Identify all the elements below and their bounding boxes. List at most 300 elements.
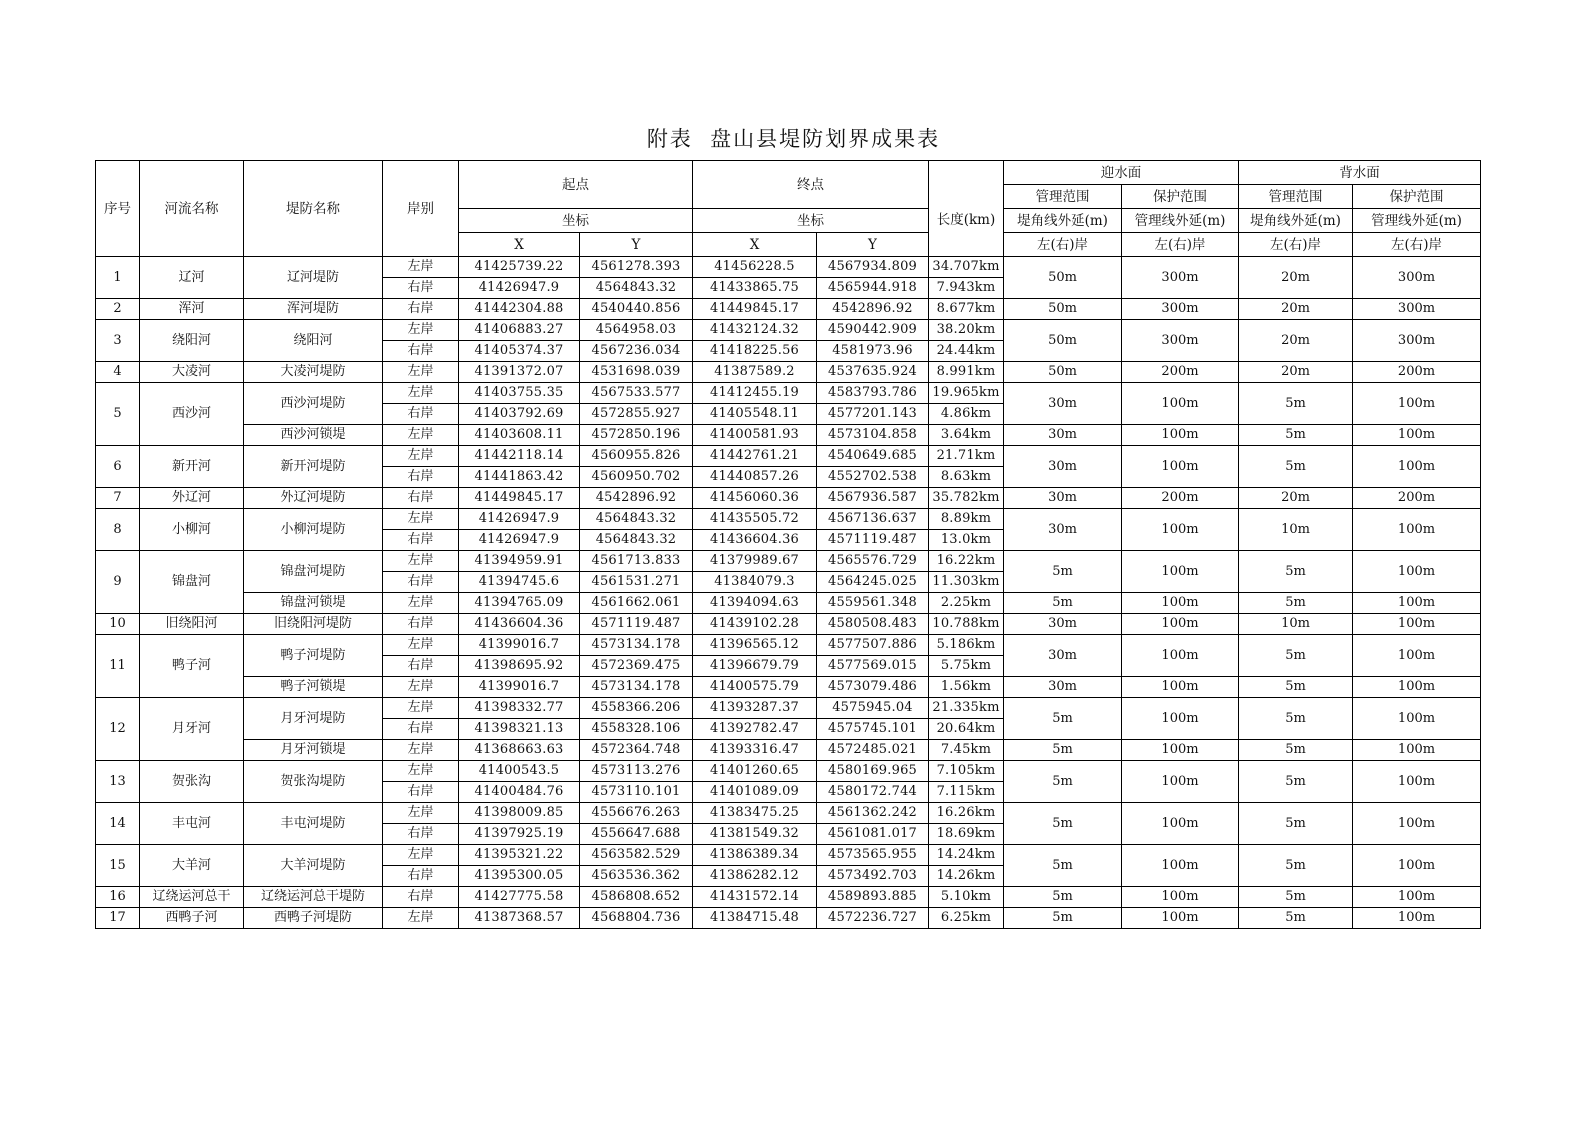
- cell-start-x: 41403755.35: [459, 383, 580, 404]
- cell-seq: 17: [96, 908, 140, 929]
- cell-length: 18.69km: [929, 824, 1004, 845]
- cell-seq: 2: [96, 299, 140, 320]
- header-back-mgmt: 管理范围: [1239, 185, 1353, 209]
- cell-start-x: 41368663.63: [459, 740, 580, 761]
- cell-back-prot: 100m: [1353, 383, 1481, 425]
- cell-length: 8.63km: [929, 467, 1004, 488]
- cell-end-x: 41440857.26: [693, 467, 817, 488]
- cell-length: 3.64km: [929, 425, 1004, 446]
- header-back-prot-bank: 左(右)岸: [1353, 233, 1481, 257]
- cell-end-y: 4567136.637: [817, 509, 929, 530]
- cell-river-name: 绕阳河: [140, 320, 244, 362]
- cell-end-y: 4571119.487: [817, 530, 929, 551]
- cell-upstream-mgmt: 5m: [1004, 887, 1122, 908]
- cell-start-x: 41399016.7: [459, 677, 580, 698]
- cell-dike-name: 鸭子河堤防: [244, 635, 383, 677]
- cell-bank: 右岸: [383, 719, 459, 740]
- cell-end-x: 41384715.48: [693, 908, 817, 929]
- cell-bank: 右岸: [383, 341, 459, 362]
- cell-dike-name: 西沙河锁堤: [244, 425, 383, 446]
- cell-start-x: 41399016.7: [459, 635, 580, 656]
- cell-length: 6.25km: [929, 908, 1004, 929]
- cell-back-mgmt: 20m: [1239, 299, 1353, 320]
- cell-length: 4.86km: [929, 404, 1004, 425]
- cell-back-mgmt: 5m: [1239, 425, 1353, 446]
- cell-dike-name: 鸭子河锁堤: [244, 677, 383, 698]
- cell-upstream-prot: 100m: [1122, 845, 1239, 887]
- cell-back-prot: 300m: [1353, 299, 1481, 320]
- cell-upstream-prot: 100m: [1122, 803, 1239, 845]
- cell-end-x: 41439102.28: [693, 614, 817, 635]
- cell-end-y: 4567936.587: [817, 488, 929, 509]
- cell-start-x: 41403608.11: [459, 425, 580, 446]
- cell-upstream-mgmt: 30m: [1004, 425, 1122, 446]
- cell-start-y: 4572364.748: [580, 740, 693, 761]
- cell-length: 5.75km: [929, 656, 1004, 677]
- cell-upstream-prot: 100m: [1122, 887, 1239, 908]
- header-start: 起点: [459, 161, 693, 209]
- cell-seq: 12: [96, 698, 140, 761]
- cell-end-x: 41401089.09: [693, 782, 817, 803]
- cell-end-x: 41456060.36: [693, 488, 817, 509]
- cell-upstream-mgmt: 30m: [1004, 509, 1122, 551]
- cell-start-x: 41394765.09: [459, 593, 580, 614]
- cell-bank: 右岸: [383, 656, 459, 677]
- cell-upstream-mgmt: 5m: [1004, 593, 1122, 614]
- cell-end-y: 4573492.703: [817, 866, 929, 887]
- cell-start-y: 4568804.736: [580, 908, 693, 929]
- cell-back-prot: 100m: [1353, 803, 1481, 845]
- cell-length: 14.26km: [929, 866, 1004, 887]
- cell-start-y: 4540440.856: [580, 299, 693, 320]
- cell-length: 21.71km: [929, 446, 1004, 467]
- cell-river-name: 辽绕运河总干: [140, 887, 244, 908]
- cell-length: 14.24km: [929, 845, 1004, 866]
- cell-bank: 左岸: [383, 446, 459, 467]
- cell-river-name: 浑河: [140, 299, 244, 320]
- cell-back-mgmt: 5m: [1239, 383, 1353, 425]
- cell-start-x: 41398332.77: [459, 698, 580, 719]
- cell-start-x: 41426947.9: [459, 530, 580, 551]
- cell-bank: 左岸: [383, 425, 459, 446]
- cell-back-prot: 100m: [1353, 908, 1481, 929]
- cell-upstream-mgmt: 30m: [1004, 446, 1122, 488]
- cell-back-prot: 100m: [1353, 845, 1481, 887]
- cell-back-prot: 100m: [1353, 677, 1481, 698]
- cell-start-x: 41391372.07: [459, 362, 580, 383]
- cell-back-mgmt: 10m: [1239, 509, 1353, 551]
- table-row: [96, 803, 1481, 824]
- cell-start-x: 41426947.9: [459, 278, 580, 299]
- cell-river-name: 锦盘河: [140, 551, 244, 614]
- cell-start-x: 41426947.9: [459, 509, 580, 530]
- header-length-top: [929, 161, 1004, 185]
- cell-end-x: 41433865.75: [693, 278, 817, 299]
- cell-upstream-prot: 100m: [1122, 698, 1239, 740]
- cell-end-y: 4565576.729: [817, 551, 929, 572]
- cell-bank: 左岸: [383, 257, 459, 278]
- cell-back-mgmt: 5m: [1239, 551, 1353, 593]
- cell-back-prot: 100m: [1353, 593, 1481, 614]
- cell-upstream-prot: 100m: [1122, 740, 1239, 761]
- cell-back-mgmt: 20m: [1239, 320, 1353, 362]
- cell-start-y: 4564843.32: [580, 509, 693, 530]
- cell-dike-name: 小柳河堤防: [244, 509, 383, 551]
- cell-back-mgmt: 5m: [1239, 446, 1353, 488]
- cell-bank: 左岸: [383, 362, 459, 383]
- cell-back-mgmt: 5m: [1239, 677, 1353, 698]
- cell-start-x: 41406883.27: [459, 320, 580, 341]
- cell-start-x: 41442118.14: [459, 446, 580, 467]
- cell-back-mgmt: 5m: [1239, 740, 1353, 761]
- table-row: [96, 257, 1481, 278]
- cell-start-x: 41398009.85: [459, 803, 580, 824]
- cell-start-x: 41397925.19: [459, 824, 580, 845]
- cell-end-x: 41392782.47: [693, 719, 817, 740]
- cell-length: 35.782km: [929, 488, 1004, 509]
- cell-start-y: 4558328.106: [580, 719, 693, 740]
- table-row: [96, 677, 1481, 698]
- cell-start-x: 41394959.91: [459, 551, 580, 572]
- cell-end-y: 4580508.483: [817, 614, 929, 635]
- cell-length: 5.186km: [929, 635, 1004, 656]
- cell-start-x: 41403792.69: [459, 404, 580, 425]
- cell-end-x: 41400575.79: [693, 677, 817, 698]
- table-row: [96, 698, 1481, 719]
- cell-dike-name: 大羊河堤防: [244, 845, 383, 887]
- cell-back-prot: 300m: [1353, 320, 1481, 362]
- cell-end-y: 4564245.025: [817, 572, 929, 593]
- cell-length: 10.788km: [929, 614, 1004, 635]
- cell-start-x: 41436604.36: [459, 614, 580, 635]
- cell-end-y: 4580169.965: [817, 761, 929, 782]
- cell-back-mgmt: 20m: [1239, 488, 1353, 509]
- cell-river-name: 旧绕阳河: [140, 614, 244, 635]
- cell-bank: 左岸: [383, 635, 459, 656]
- cell-start-x: 41394745.6: [459, 572, 580, 593]
- cell-seq: 9: [96, 551, 140, 614]
- table-row: [96, 320, 1481, 341]
- table-row: [96, 446, 1481, 467]
- cell-length: 16.22km: [929, 551, 1004, 572]
- cell-dike-name: 锦盘河锁堤: [244, 593, 383, 614]
- cell-bank: 右岸: [383, 530, 459, 551]
- cell-upstream-mgmt: 50m: [1004, 299, 1122, 320]
- cell-upstream-mgmt: 30m: [1004, 383, 1122, 425]
- cell-start-y: 4573110.101: [580, 782, 693, 803]
- cell-start-x: 41398695.92: [459, 656, 580, 677]
- header-end-y: Y: [817, 233, 929, 257]
- cell-start-y: 4563582.529: [580, 845, 693, 866]
- cell-upstream-mgmt: 50m: [1004, 320, 1122, 362]
- cell-length: 8.991km: [929, 362, 1004, 383]
- cell-bank: 左岸: [383, 845, 459, 866]
- cell-start-x: 41400543.5: [459, 761, 580, 782]
- cell-length: 20.64km: [929, 719, 1004, 740]
- cell-start-y: 4561531.271: [580, 572, 693, 593]
- cell-upstream-prot: 200m: [1122, 362, 1239, 383]
- cell-bank: 右岸: [383, 614, 459, 635]
- cell-end-x: 41393287.37: [693, 698, 817, 719]
- cell-start-y: 4567533.577: [580, 383, 693, 404]
- cell-upstream-prot: 300m: [1122, 299, 1239, 320]
- cell-start-y: 4542896.92: [580, 488, 693, 509]
- cell-dike-name: 大凌河堤防: [244, 362, 383, 383]
- cell-dike-name: 绕阳河: [244, 320, 383, 362]
- table-row: [96, 635, 1481, 656]
- cell-upstream-prot: 100m: [1122, 593, 1239, 614]
- cell-seq: 8: [96, 509, 140, 551]
- table-row: [96, 908, 1481, 929]
- cell-upstream-prot: 100m: [1122, 425, 1239, 446]
- header-back-mgmt-bank: 左(右)岸: [1239, 233, 1353, 257]
- cell-seq: 10: [96, 614, 140, 635]
- cell-end-x: 41405548.11: [693, 404, 817, 425]
- cell-dike-name: 锦盘河堤防: [244, 551, 383, 593]
- table-row: [96, 845, 1481, 866]
- table-row: [96, 740, 1481, 761]
- cell-back-prot: 100m: [1353, 509, 1481, 551]
- header-end-x: X: [693, 233, 817, 257]
- cell-end-y: 4581973.96: [817, 341, 929, 362]
- cell-start-y: 4560955.826: [580, 446, 693, 467]
- cell-end-x: 41386282.12: [693, 866, 817, 887]
- cell-start-x: 41427775.58: [459, 887, 580, 908]
- cell-length: 38.20km: [929, 320, 1004, 341]
- header-end: 终点: [693, 161, 929, 209]
- cell-dike-name: 新开河堤防: [244, 446, 383, 488]
- cell-start-y: 4572850.196: [580, 425, 693, 446]
- cell-upstream-mgmt: 5m: [1004, 551, 1122, 593]
- cell-end-y: 4580172.744: [817, 782, 929, 803]
- cell-length: 8.89km: [929, 509, 1004, 530]
- cell-back-mgmt: 5m: [1239, 845, 1353, 887]
- cell-dike-name: 西沙河堤防: [244, 383, 383, 425]
- cell-start-y: 4564843.32: [580, 530, 693, 551]
- cell-back-mgmt: 10m: [1239, 614, 1353, 635]
- cell-bank: 左岸: [383, 761, 459, 782]
- cell-river-name: 辽河: [140, 257, 244, 299]
- cell-upstream-mgmt: 30m: [1004, 677, 1122, 698]
- cell-start-x: 41441863.42: [459, 467, 580, 488]
- cell-end-x: 41393316.47: [693, 740, 817, 761]
- cell-river-name: 西沙河: [140, 383, 244, 446]
- cell-bank: 右岸: [383, 572, 459, 593]
- cell-river-name: 鸭子河: [140, 635, 244, 698]
- cell-dike-name: 月牙河锁堤: [244, 740, 383, 761]
- cell-upstream-prot: 100m: [1122, 677, 1239, 698]
- table-row: [96, 509, 1481, 530]
- header-start-y: Y: [580, 233, 693, 257]
- cell-start-x: 41387368.57: [459, 908, 580, 929]
- cell-end-x: 41386389.34: [693, 845, 817, 866]
- cell-start-x: 41449845.17: [459, 488, 580, 509]
- cell-back-mgmt: 5m: [1239, 908, 1353, 929]
- cell-end-x: 41436604.36: [693, 530, 817, 551]
- cell-upstream-mgmt: 50m: [1004, 362, 1122, 383]
- cell-bank: 左岸: [383, 908, 459, 929]
- header-upstream-mgmt: 管理范围: [1004, 185, 1122, 209]
- table-row: [96, 299, 1481, 320]
- cell-bank: 右岸: [383, 887, 459, 908]
- cell-end-x: 41418225.56: [693, 341, 817, 362]
- cell-end-y: 4573079.486: [817, 677, 929, 698]
- cell-length: 19.965km: [929, 383, 1004, 404]
- cell-upstream-prot: 100m: [1122, 446, 1239, 488]
- cell-length: 7.105km: [929, 761, 1004, 782]
- cell-end-y: 4583793.786: [817, 383, 929, 404]
- cell-seq: 6: [96, 446, 140, 488]
- cell-bank: 右岸: [383, 824, 459, 845]
- cell-seq: 3: [96, 320, 140, 362]
- cell-upstream-prot: 100m: [1122, 509, 1239, 551]
- cell-upstream-prot: 100m: [1122, 614, 1239, 635]
- cell-back-mgmt: 5m: [1239, 698, 1353, 740]
- cell-dike-name: 丰屯河堤防: [244, 803, 383, 845]
- cell-length: 2.25km: [929, 593, 1004, 614]
- cell-upstream-mgmt: 5m: [1004, 761, 1122, 803]
- cell-seq: 5: [96, 383, 140, 446]
- header-upstream-prot-ext: 管理线外延(m): [1122, 209, 1239, 233]
- cell-dike-name: 旧绕阳河堤防: [244, 614, 383, 635]
- cell-end-x: 41387589.2: [693, 362, 817, 383]
- cell-back-mgmt: 5m: [1239, 761, 1353, 803]
- header-length: 长度(km): [929, 185, 1004, 257]
- dike-demarcation-table: [95, 160, 1481, 929]
- cell-start-x: 41442304.88: [459, 299, 580, 320]
- cell-upstream-prot: 300m: [1122, 320, 1239, 362]
- cell-end-y: 4561081.017: [817, 824, 929, 845]
- cell-dike-name: 辽河堤防: [244, 257, 383, 299]
- cell-bank: 右岸: [383, 404, 459, 425]
- cell-bank: 右岸: [383, 488, 459, 509]
- cell-end-y: 4540649.685: [817, 446, 929, 467]
- table-row: [96, 614, 1481, 635]
- cell-end-y: 4577569.015: [817, 656, 929, 677]
- cell-end-y: 4573104.858: [817, 425, 929, 446]
- cell-end-y: 4552702.538: [817, 467, 929, 488]
- cell-end-x: 41449845.17: [693, 299, 817, 320]
- cell-end-x: 41394094.63: [693, 593, 817, 614]
- table-row: [96, 887, 1481, 908]
- cell-seq: 14: [96, 803, 140, 845]
- cell-end-y: 4537635.924: [817, 362, 929, 383]
- cell-river-name: 外辽河: [140, 488, 244, 509]
- cell-end-x: 41381549.32: [693, 824, 817, 845]
- cell-upstream-mgmt: 5m: [1004, 698, 1122, 740]
- cell-start-x: 41405374.37: [459, 341, 580, 362]
- cell-end-y: 4575945.04: [817, 698, 929, 719]
- header-bank: 岸别: [383, 161, 459, 257]
- cell-end-y: 4589893.885: [817, 887, 929, 908]
- cell-river-name: 大凌河: [140, 362, 244, 383]
- cell-start-y: 4561662.061: [580, 593, 693, 614]
- cell-bank: 右岸: [383, 299, 459, 320]
- cell-start-y: 4556647.688: [580, 824, 693, 845]
- cell-start-y: 4573134.178: [580, 635, 693, 656]
- cell-start-y: 4556676.263: [580, 803, 693, 824]
- cell-start-y: 4564843.32: [580, 278, 693, 299]
- cell-bank: 左岸: [383, 740, 459, 761]
- cell-dike-name: 外辽河堤防: [244, 488, 383, 509]
- cell-end-x: 41412455.19: [693, 383, 817, 404]
- header-start-coord: 坐标: [459, 209, 693, 233]
- cell-seq: 7: [96, 488, 140, 509]
- cell-back-prot: 100m: [1353, 614, 1481, 635]
- cell-dike-name: 辽绕运河总干堤防: [244, 887, 383, 908]
- cell-end-y: 4561362.242: [817, 803, 929, 824]
- header-upstream-prot-bank: 左(右)岸: [1122, 233, 1239, 257]
- header-back-prot-ext: 管理线外延(m): [1353, 209, 1481, 233]
- cell-river-name: 新开河: [140, 446, 244, 488]
- cell-bank: 右岸: [383, 866, 459, 887]
- cell-start-y: 4567236.034: [580, 341, 693, 362]
- cell-start-y: 4563536.362: [580, 866, 693, 887]
- header-seq: 序号: [96, 161, 140, 257]
- cell-dike-name: 西鸭子河堤防: [244, 908, 383, 929]
- cell-start-y: 4572369.475: [580, 656, 693, 677]
- cell-bank: 左岸: [383, 593, 459, 614]
- cell-end-x: 41400581.93: [693, 425, 817, 446]
- cell-back-prot: 300m: [1353, 257, 1481, 299]
- cell-seq: 4: [96, 362, 140, 383]
- cell-end-y: 4559561.348: [817, 593, 929, 614]
- cell-end-x: 41456228.5: [693, 257, 817, 278]
- cell-back-mgmt: 5m: [1239, 593, 1353, 614]
- header-upstream-prot: 保护范围: [1122, 185, 1239, 209]
- cell-start-x: 41398321.13: [459, 719, 580, 740]
- cell-upstream-mgmt: 5m: [1004, 740, 1122, 761]
- cell-bank: 右岸: [383, 467, 459, 488]
- cell-back-prot: 100m: [1353, 425, 1481, 446]
- cell-river-name: 丰屯河: [140, 803, 244, 845]
- cell-bank: 右岸: [383, 782, 459, 803]
- cell-river-name: 贺张沟: [140, 761, 244, 803]
- cell-end-x: 41383475.25: [693, 803, 817, 824]
- cell-upstream-mgmt: 30m: [1004, 488, 1122, 509]
- cell-back-prot: 100m: [1353, 761, 1481, 803]
- cell-upstream-prot: 200m: [1122, 488, 1239, 509]
- cell-end-y: 4577201.143: [817, 404, 929, 425]
- cell-length: 5.10km: [929, 887, 1004, 908]
- cell-river-name: 月牙河: [140, 698, 244, 761]
- cell-end-x: 41379989.67: [693, 551, 817, 572]
- cell-upstream-mgmt: 5m: [1004, 845, 1122, 887]
- cell-end-y: 4572485.021: [817, 740, 929, 761]
- cell-end-y: 4567934.809: [817, 257, 929, 278]
- cell-end-y: 4565944.918: [817, 278, 929, 299]
- cell-dike-name: 月牙河堤防: [244, 698, 383, 740]
- header-river: 河流名称: [140, 161, 244, 257]
- cell-end-y: 4572236.727: [817, 908, 929, 929]
- table-row: [96, 383, 1481, 404]
- cell-river-name: 西鸭子河: [140, 908, 244, 929]
- cell-start-y: 4586808.652: [580, 887, 693, 908]
- cell-length: 8.677km: [929, 299, 1004, 320]
- cell-length: 34.707km: [929, 257, 1004, 278]
- table-body: [96, 257, 1481, 929]
- cell-start-x: 41395300.05: [459, 866, 580, 887]
- cell-start-y: 4558366.206: [580, 698, 693, 719]
- page-title: 附表 盘山县堤防划界成果表: [646, 127, 941, 151]
- cell-length: 11.303km: [929, 572, 1004, 593]
- cell-bank: 左岸: [383, 509, 459, 530]
- header-back-face: 背水面: [1239, 161, 1481, 185]
- cell-back-prot: 100m: [1353, 698, 1481, 740]
- cell-start-y: 4560950.702: [580, 467, 693, 488]
- cell-back-mgmt: 5m: [1239, 887, 1353, 908]
- cell-back-prot: 100m: [1353, 635, 1481, 677]
